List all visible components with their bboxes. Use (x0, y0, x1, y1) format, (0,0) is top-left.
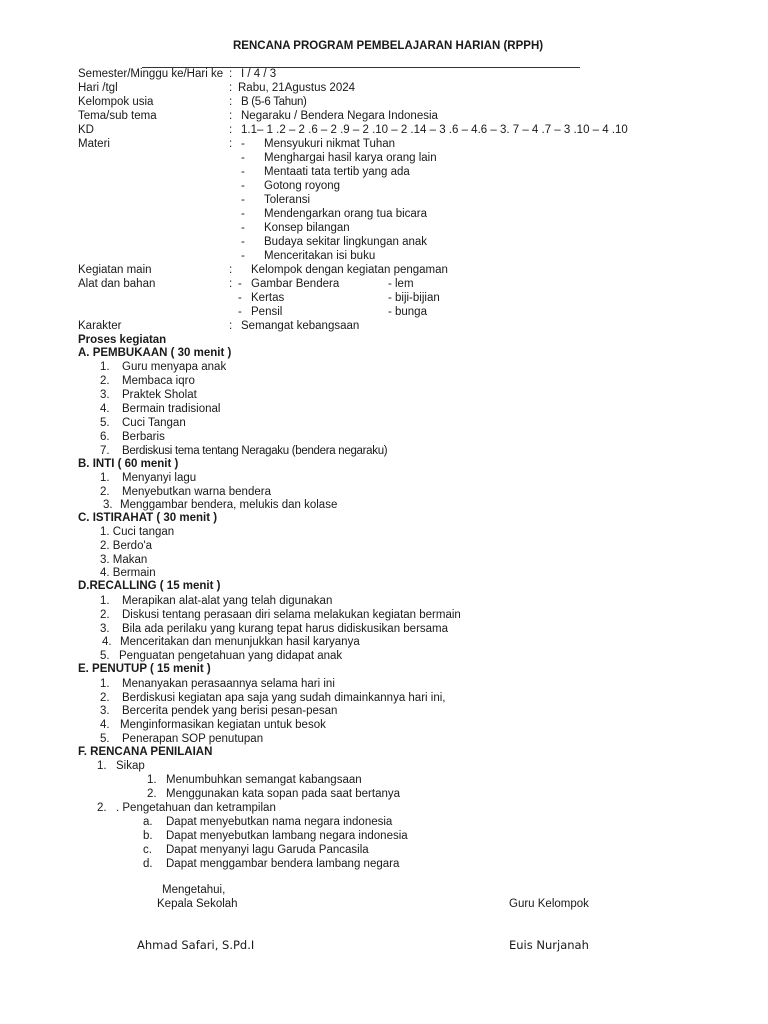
kegiatan-value: Kelompok dengan kegiatan pengaman (251, 264, 448, 276)
list-number: 7. (100, 445, 110, 457)
bullet-dash: - (388, 292, 392, 304)
kepala-sekolah-label: Kepala Sekolah (157, 898, 238, 910)
list-number: 4. (100, 403, 110, 415)
bullet-dash: - (238, 292, 242, 304)
bullet-dash: - (241, 250, 245, 262)
list-number: 2. (100, 692, 110, 704)
penutup-item: Menanyakan perasaannya selama hari ini (122, 678, 335, 690)
bullet-dash: - (241, 208, 245, 220)
list-letter: b. (143, 830, 153, 842)
materi-item: Gotong royong (264, 180, 341, 192)
bullet-dash: - (241, 152, 245, 164)
pembukaan-item: Berbaris (122, 431, 165, 443)
recalling-heading: D.RECALLING ( 15 menit ) (78, 580, 221, 592)
penutup-item: Berdiskusi kegiatan apa saja yang sudah dimainkannya hari ini, (122, 692, 446, 704)
istirahat-item: 4. Bermain (100, 567, 156, 579)
pembukaan-item: Guru menyapa anak (122, 361, 227, 373)
bullet-dash: - (238, 278, 242, 290)
colon: : (229, 96, 233, 108)
materi-item: Mensyukuri nikmat Tuhan (264, 138, 396, 150)
guru-kelompok-name: Euis Nurjanah (509, 938, 589, 952)
istirahat-heading: C. ISTIRAHAT ( 30 menit ) (78, 512, 218, 524)
pengetahuan-item: Dapat menyebutkan nama negara indonesia (166, 816, 393, 828)
kegiatan-label: Kegiatan main (78, 264, 152, 276)
inti-item: Menyanyi lagu (122, 472, 197, 484)
list-number: 2. (100, 609, 110, 621)
colon: : (229, 110, 233, 122)
kd-value: 1.1– 1 .2 – 2 .6 – 2 .9 – 2 .10 – 2 .14 – 3 .6 – 4.6 – 3. 7 – 4 .7 – 3 .10 – 4 .10 (241, 124, 628, 136)
materi-item: Toleransi (264, 194, 311, 206)
document-title: RENCANA PROGRAM PEMBELAJARAN HARIAN (RPPH) (233, 40, 544, 52)
alat-item: Kertas (251, 292, 285, 304)
sikap-label: Sikap (116, 760, 145, 772)
recalling-item: Bila ada perilaku yang kurang tepat harus didiskusikan bersama (122, 623, 449, 635)
materi-item: Mentaati tata tertib yang ada (264, 166, 410, 178)
mengetahui-text: Mengetahui, (162, 884, 226, 896)
penutup-heading: E. PENUTUP ( 15 menit ) (78, 663, 211, 675)
semester-value: I / 4 / 3 (241, 68, 277, 80)
inti-item: Menyebutkan warna bendera (122, 486, 271, 498)
recalling-item: Penguatan pengetahuan yang didapat anak (119, 650, 343, 662)
penutup-item: Penerapan SOP penutupan (122, 733, 264, 745)
bahan-item: biji-bijian (395, 292, 440, 304)
inti-heading: B. INTI ( 60 menit ) (78, 458, 179, 470)
kelompok-label: Kelompok usia (78, 96, 154, 108)
materi-label: Materi (78, 138, 110, 150)
colon: : (229, 264, 233, 276)
pembukaan-heading: A. PEMBUKAAN ( 30 menit ) (78, 347, 232, 359)
sikap-item: Menggunakan kata sopan pada saat bertanya (166, 788, 401, 800)
bahan-item: lem (395, 278, 414, 290)
colon: : (229, 124, 233, 136)
bullet-dash: - (238, 306, 242, 318)
colon: : (229, 320, 233, 332)
bullet-dash: - (388, 306, 392, 318)
istirahat-item: 3. Makan (100, 554, 148, 566)
tema-value: Negaraku / Bendera Negara Indonesia (241, 110, 438, 122)
list-number: 4. (102, 636, 112, 648)
pembukaan-item: Membaca iqro (122, 375, 195, 387)
list-number: 1. (100, 678, 110, 690)
colon: : (229, 82, 233, 94)
list-number: 1. (100, 361, 110, 373)
kd-label: KD (78, 124, 94, 136)
list-number: 1. (97, 760, 107, 772)
colon: : (229, 68, 233, 80)
semester-label: Semester/Minggu ke/Hari ke (78, 68, 224, 80)
alat-item: Pensil (251, 306, 283, 318)
list-letter: a. (143, 816, 153, 828)
materi-item: Budaya sekitar lingkungan anak (264, 236, 428, 248)
penilaian-heading: F. RENCANA PENILAIAN (78, 746, 213, 758)
bullet-dash: - (388, 278, 392, 290)
pembukaan-item: Praktek Sholat (122, 389, 197, 401)
materi-item: Konsep bilangan (264, 222, 350, 234)
list-number: 3. (100, 389, 110, 401)
bullet-dash: - (241, 222, 245, 234)
karakter-value: Semangat kebangsaan (241, 320, 360, 332)
list-letter: c. (143, 844, 152, 856)
list-number: 4. (100, 719, 110, 731)
colon: : (229, 278, 233, 290)
list-number: 3. (100, 705, 110, 717)
bullet-dash: - (241, 180, 245, 192)
list-number: 2. (100, 375, 110, 387)
karakter-label: Karakter (78, 320, 122, 332)
list-number: 2. (100, 486, 110, 498)
alat-item: Gambar Bendera (251, 278, 340, 290)
recalling-item: Merapikan alat-alat yang telah digunakan (122, 595, 333, 607)
list-number: 6. (100, 431, 110, 443)
bullet-dash: - (241, 236, 245, 248)
penutup-item: Menginformasikan kegiatan untuk besok (120, 719, 326, 731)
list-number: 5. (100, 650, 110, 662)
recalling-item: Diskusi tentang perasaan diri selama melakukan kegiatan bermain (122, 609, 461, 621)
hari-label: Hari /tgl (78, 82, 118, 94)
list-number: 2. (97, 802, 107, 814)
istirahat-item: 2. Berdo'a (100, 540, 153, 552)
colon: : (229, 138, 233, 150)
list-number: 1. (100, 472, 110, 484)
pengetahuan-item: Dapat menggambar bendera lambang negara (166, 858, 400, 870)
materi-item: Menceritakan isi buku (264, 250, 376, 262)
list-number: 1. (100, 595, 110, 607)
bahan-item: bunga (395, 306, 427, 318)
proses-heading: Proses kegiatan (78, 334, 167, 346)
list-number: 3. (103, 499, 113, 511)
materi-item: Mendengarkan orang tua bicara (264, 208, 428, 220)
istirahat-item: 1. Cuci tangan (100, 526, 175, 538)
kelompok-value: B (5-6 Tahun) (241, 96, 307, 108)
list-number: 1. (147, 774, 157, 786)
list-number: 5. (100, 417, 110, 429)
pembukaan-item: Cuci Tangan (122, 417, 186, 429)
bullet-dash: - (241, 166, 245, 178)
list-letter: d. (143, 858, 153, 870)
pengetahuan-item: Dapat menyebutkan lambang negara indonesia (166, 830, 408, 842)
pembukaan-item: Berdiskusi tema tentang Neragaku (bendera negaraku) (122, 445, 388, 457)
bullet-dash: - (241, 194, 245, 206)
materi-item: Menghargai hasil karya orang lain (264, 152, 437, 164)
tema-label: Tema/sub tema (78, 110, 157, 122)
kepala-sekolah-name: Ahmad Safari, S.Pd.I (137, 938, 255, 952)
recalling-item: Menceritakan dan menunjukkan hasil karyanya (120, 636, 360, 648)
pengetahuan-label: . Pengetahuan dan ketrampilan (116, 802, 276, 814)
bullet-dash: - (241, 138, 245, 150)
hari-value: Rabu, 21Agustus 2024 (238, 82, 356, 94)
guru-kelompok-label: Guru Kelompok (509, 898, 589, 910)
list-number: 3. (100, 623, 110, 635)
list-number: 2. (147, 788, 157, 800)
penutup-item: Bercerita pendek yang berisi pesan-pesan (122, 705, 338, 717)
list-number: 5. (100, 733, 110, 745)
pengetahuan-item: Dapat menyanyi lagu Garuda Pancasila (166, 844, 369, 856)
alat-label: Alat dan bahan (78, 278, 156, 290)
pembukaan-item: Bermain tradisional (122, 403, 221, 415)
inti-item: Menggambar bendera, melukis dan kolase (120, 499, 338, 511)
sikap-item: Menumbuhkan semangat kabangsaan (166, 774, 362, 786)
